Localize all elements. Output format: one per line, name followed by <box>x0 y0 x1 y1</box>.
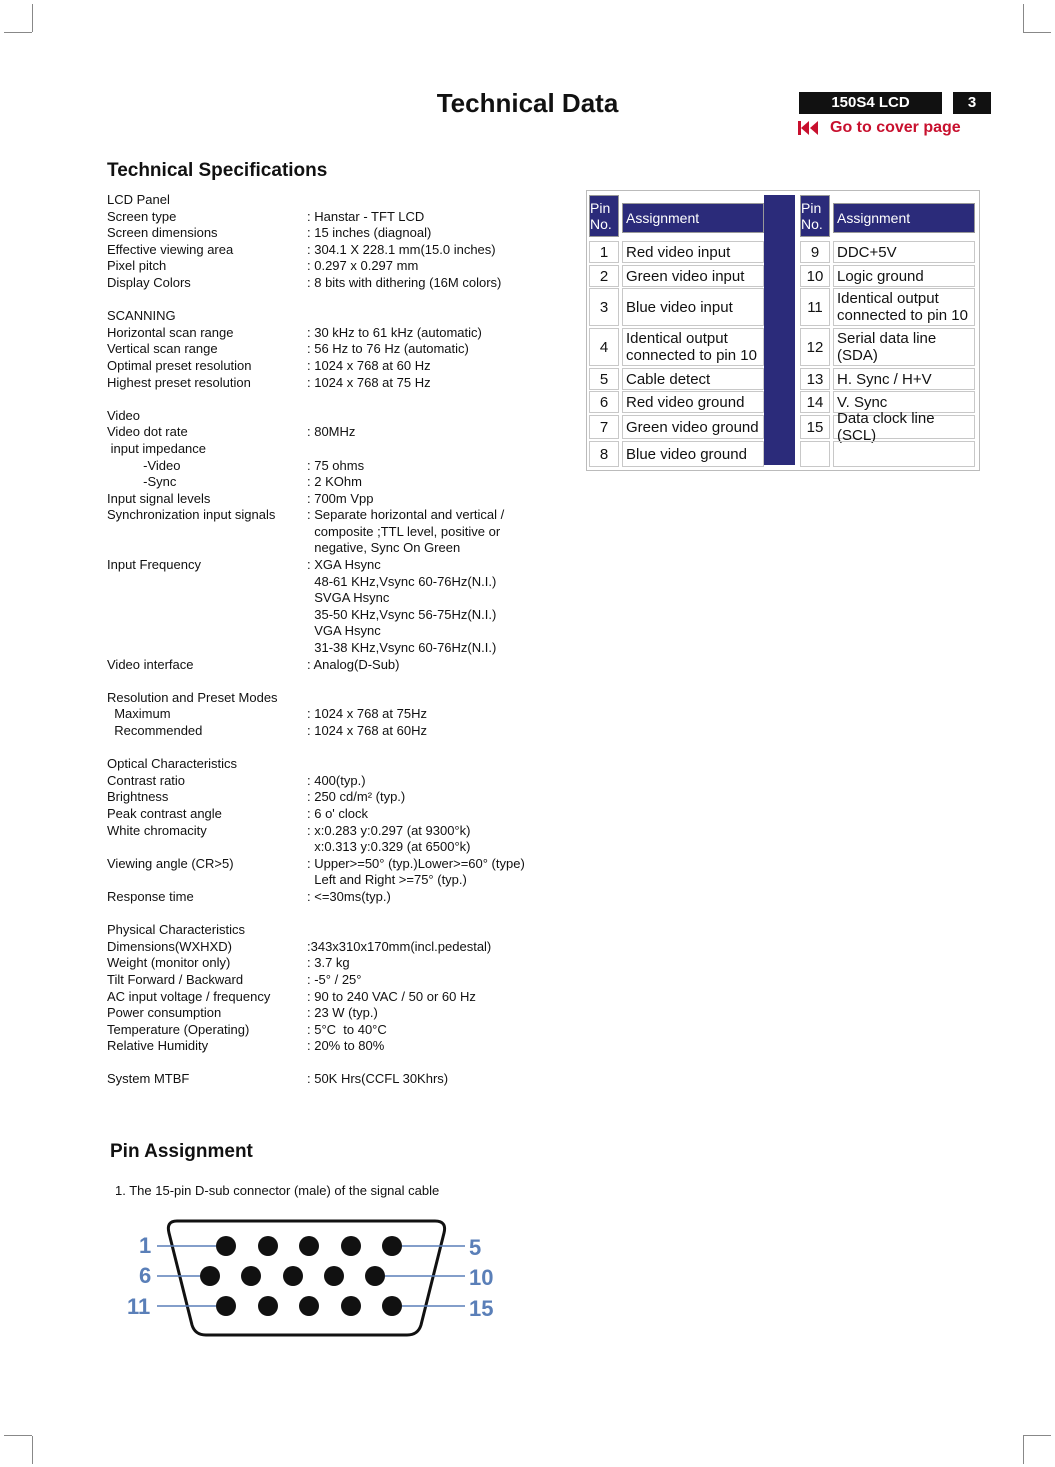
pin-number <box>589 241 619 263</box>
pin-number-text: 7 <box>599 418 609 436</box>
spec-row <box>107 806 547 823</box>
pin-assignment-text: Cable detect <box>626 370 711 388</box>
spec-label: Dimensions(WXHXD) <box>107 938 232 954</box>
spec-row <box>107 1055 547 1072</box>
spec-row <box>107 955 547 972</box>
spec-value: : 30 kHz to 61 kHz (automatic) <box>307 324 482 340</box>
spec-label: Physical Characteristics <box>107 922 245 938</box>
spec-label: Viewing angle (CR>5) <box>107 855 234 871</box>
pin-8 <box>283 1266 303 1286</box>
pin-label-5: 5 <box>469 1235 482 1260</box>
specs-list <box>107 192 547 1088</box>
pin-number <box>589 415 619 439</box>
spec-row <box>107 922 547 939</box>
pin-label-1: 1 <box>139 1233 152 1258</box>
spec-value: :343x310x170mm(incl.pedestal) <box>307 938 492 954</box>
spec-value: : 250 cd/m² (typ.) <box>307 789 406 805</box>
pin-assignment-text: Logic ground <box>837 267 924 285</box>
model-badge: 150S4 LCD <box>799 92 942 114</box>
spec-label: AC input voltage / frequency <box>107 988 271 1004</box>
pin-number-text: 11 <box>807 298 823 316</box>
spec-label: Pixel pitch <box>107 258 167 274</box>
spec-value <box>307 906 547 923</box>
spec-value: : 5°C to 40°C <box>307 1021 387 1037</box>
spec-row <box>107 789 547 806</box>
spec-value: : 20% to 80% <box>307 1038 385 1054</box>
spec-label: Input signal levels <box>107 490 211 506</box>
spec-value: : Separate horizontal and vertical / composite ;TTL level, positive or negative, Sync On Green <box>307 507 505 556</box>
pin-assignment-text: Green video input <box>626 267 745 285</box>
spec-value: : x:0.283 y:0.297 (at 9300°k) x:0.313 y:0.329 (at 6500°k) <box>307 822 471 855</box>
spec-row <box>107 408 547 425</box>
spec-value <box>307 441 547 458</box>
spec-label: Vertical scan range <box>107 341 218 357</box>
pin-assignment <box>833 441 975 467</box>
pin-assignment-text: Identical output connected to pin 10 <box>626 330 757 364</box>
pin-number-text: 13 <box>806 370 824 388</box>
spec-label: -Sync <box>107 474 177 490</box>
header-assignment-text: Assignment <box>626 209 700 226</box>
spec-label: Recommended <box>107 723 203 738</box>
spec-label: Screen type <box>107 208 177 224</box>
pin-assignment <box>833 410 975 444</box>
pin-label-11: 11 <box>127 1294 151 1319</box>
crop-mark <box>4 32 32 33</box>
pin-12 <box>258 1296 278 1316</box>
spec-value: : 1024 x 768 at 60 Hz <box>307 357 431 373</box>
pin-assignment <box>833 328 975 366</box>
cover-page-link[interactable] <box>798 119 961 137</box>
pin-15 <box>382 1296 402 1316</box>
spec-row <box>107 424 547 441</box>
pin-assignment <box>833 241 975 263</box>
pin-assignment <box>622 328 764 366</box>
spec-value: : 56 Hz to 76 Hz (automatic) <box>307 341 469 357</box>
dsub-connector-diagram <box>125 1215 525 1345</box>
spec-row <box>107 308 547 325</box>
spec-row <box>107 823 547 856</box>
connector-caption: 1. The 15-pin D-sub connector (male) of the signal cable <box>115 1183 440 1198</box>
spec-value <box>307 673 547 690</box>
spec-label: White chromacity <box>107 822 207 838</box>
crop-mark <box>1023 1435 1051 1436</box>
spec-value <box>307 308 547 325</box>
pin-number <box>800 265 830 287</box>
spec-value: : 3.7 kg <box>307 955 350 971</box>
spec-label: Weight (monitor only) <box>107 955 231 971</box>
header-pin-no <box>800 195 830 237</box>
spec-row <box>107 507 547 557</box>
pin-number <box>800 415 830 439</box>
header-assignment <box>622 203 764 233</box>
pin-assignment <box>833 288 975 326</box>
pin-number <box>589 441 619 467</box>
pin-assignment-text: Data clock line (SCL) <box>837 410 935 444</box>
spec-row <box>107 773 547 790</box>
spec-value: : <=30ms(typ.) <box>307 888 391 904</box>
spec-row <box>107 375 547 392</box>
spec-row <box>107 690 547 707</box>
header-pin-no-text: Pin No. <box>801 200 823 232</box>
spec-row <box>107 275 547 292</box>
pin-number-text: 2 <box>599 267 609 285</box>
pin-assignment <box>622 241 764 263</box>
pin-number-text: 14 <box>806 393 824 411</box>
pin-number <box>589 328 619 366</box>
pin-13 <box>299 1296 319 1316</box>
pin-assignment <box>622 265 764 287</box>
spec-value: : Analog(D-Sub) <box>307 656 400 672</box>
spec-row <box>107 341 547 358</box>
spec-row <box>107 209 547 226</box>
spec-row <box>107 723 547 740</box>
pin-7 <box>241 1266 261 1286</box>
spec-value <box>307 690 547 707</box>
spec-row <box>107 706 547 723</box>
spec-row <box>107 258 547 275</box>
spec-label: Power consumption <box>107 1005 222 1021</box>
spec-label <box>107 391 307 408</box>
pin-assignment-text: H. Sync / H+V <box>837 370 932 388</box>
spec-row <box>107 906 547 923</box>
spec-label: Highest preset resolution <box>107 374 251 390</box>
spec-value: : 80MHz <box>307 424 356 440</box>
spec-label: Effective viewing area <box>107 241 234 257</box>
spec-row <box>107 673 547 690</box>
spec-value <box>307 1055 547 1072</box>
spec-label: Temperature (Operating) <box>107 1021 250 1037</box>
pin-number-text: 3 <box>599 298 609 316</box>
pin-assignment <box>622 368 764 390</box>
spec-value: : 700m Vpp <box>307 490 374 506</box>
spec-value <box>307 391 547 408</box>
spec-row <box>107 358 547 375</box>
spec-row <box>107 192 547 209</box>
spec-label: Video <box>107 407 141 423</box>
cover-link-label: Go to cover page <box>830 119 961 136</box>
crop-mark <box>32 1436 33 1464</box>
pin-number <box>800 288 830 326</box>
pin-number-text: 4 <box>599 338 609 356</box>
crop-mark <box>4 1435 32 1436</box>
spec-row <box>107 657 547 674</box>
skip-back-icon <box>798 121 820 135</box>
spec-label: Optimal preset resolution <box>107 357 252 373</box>
spec-row <box>107 989 547 1006</box>
spec-label: input impedance <box>107 440 207 456</box>
spec-row <box>107 391 547 408</box>
page-title: Technical Data <box>436 88 619 118</box>
header-pin-no-text: Pin No. <box>590 200 612 232</box>
spec-label: Peak contrast angle <box>107 805 222 821</box>
spec-value: : 1024 x 768 at 75 Hz <box>307 374 431 390</box>
spec-row <box>107 1022 547 1039</box>
pin-4 <box>341 1236 361 1256</box>
pin-number <box>589 391 619 413</box>
pin-number <box>589 265 619 287</box>
spec-value: : -5° / 25° <box>307 971 362 987</box>
pin-number-text: 8 <box>599 445 609 463</box>
spec-label: Video interface <box>107 656 194 672</box>
spec-label: SCANNING <box>107 308 176 324</box>
page-number: 3 <box>953 92 991 114</box>
spec-row <box>107 557 547 657</box>
spec-row <box>107 1005 547 1022</box>
pin-number-text: 15 <box>806 418 824 436</box>
spec-label: Relative Humidity <box>107 1038 209 1054</box>
header-assignment-text: Assignment <box>837 209 911 226</box>
spec-label <box>107 673 307 690</box>
pin-3 <box>299 1236 319 1256</box>
pin-assignment <box>622 415 764 439</box>
spec-row <box>107 939 547 956</box>
spec-label: Horizontal scan range <box>107 324 234 340</box>
pin-number <box>800 241 830 263</box>
spec-value <box>307 922 547 939</box>
pin-10 <box>365 1266 385 1286</box>
pin-assignment-text: Serial data line (SDA) <box>837 330 937 364</box>
spec-row <box>107 225 547 242</box>
spec-value: : 15 inches (diagnoal) <box>307 225 432 241</box>
spec-value: : Hanstar - TFT LCD <box>307 208 425 224</box>
spec-row <box>107 1071 547 1088</box>
pin-number-text: 10 <box>806 267 824 285</box>
pin-1 <box>216 1236 236 1256</box>
pin-number <box>800 441 830 467</box>
spec-label: Synchronization input signals <box>107 507 276 523</box>
spec-row <box>107 325 547 342</box>
spec-row <box>107 441 547 458</box>
spec-label: Input Frequency <box>107 557 201 573</box>
crop-mark <box>1023 32 1051 33</box>
spec-value: : Upper>=50° (typ.)Lower>=60° (type) Left and Right >=75° (typ.) <box>307 855 525 888</box>
spec-value: : 2 KOhm <box>307 474 362 490</box>
spec-value <box>307 292 547 309</box>
spec-value: : 304.1 X 228.1 mm(15.0 inches) <box>307 241 496 257</box>
spec-value <box>307 192 547 209</box>
pin-number-text: 1 <box>599 243 609 261</box>
spec-value: : 23 W (typ.) <box>307 1005 378 1021</box>
spec-row <box>107 242 547 259</box>
header-pin-no <box>589 195 619 237</box>
spec-label: LCD Panel <box>107 192 170 207</box>
pin-14 <box>341 1296 361 1316</box>
pin-number <box>800 328 830 366</box>
pin-number-text: 6 <box>599 393 609 411</box>
pin-label-10: 10 <box>469 1265 494 1290</box>
pin-table <box>586 190 980 471</box>
pin-assignment-text: Identical output connected to pin 10 <box>837 290 968 324</box>
spec-row <box>107 756 547 773</box>
pin-assignment <box>622 391 764 413</box>
spec-row <box>107 889 547 906</box>
pin-assignment <box>622 288 764 326</box>
spec-label: Optical Characteristics <box>107 756 238 772</box>
spec-value: : 1024 x 768 at 60Hz <box>307 723 427 738</box>
spec-row <box>107 1038 547 1055</box>
pin-5 <box>382 1236 402 1256</box>
pin-number-text: 12 <box>806 338 824 356</box>
spec-label: Video dot rate <box>107 424 188 440</box>
pin-number <box>589 368 619 390</box>
spec-value: : 90 to 240 VAC / 50 or 60 Hz <box>307 988 476 1004</box>
pin-11 <box>216 1296 236 1316</box>
spec-row <box>107 740 547 757</box>
pin-number-text: 5 <box>599 370 609 388</box>
spec-row <box>107 474 547 491</box>
spec-label: Screen dimensions <box>107 225 218 241</box>
pin-assignment-text: V. Sync <box>837 393 888 411</box>
spec-value: : 0.297 x 0.297 mm <box>307 258 419 274</box>
spec-value <box>307 740 547 757</box>
pin-assignment <box>833 368 975 390</box>
pin-number <box>589 288 619 326</box>
crop-mark <box>1023 1436 1024 1464</box>
spec-label: System MTBF <box>107 1071 190 1087</box>
spec-label: Brightness <box>107 789 169 805</box>
pin-9 <box>324 1266 344 1286</box>
spec-label: Tilt Forward / Backward <box>107 971 244 987</box>
pin-assignment-text: Red video ground <box>626 393 745 411</box>
pin-number <box>800 368 830 390</box>
spec-row <box>107 458 547 475</box>
spec-label <box>107 1055 307 1072</box>
spec-value: : 50K Hrs(CCFL 30Khrs) <box>307 1071 449 1087</box>
spec-value: : 6 o' clock <box>307 805 369 821</box>
spec-value: : 8 bits with dithering (16M colors) <box>307 274 502 290</box>
table-separator <box>764 195 795 465</box>
spec-label <box>107 740 307 757</box>
pin-2 <box>258 1236 278 1256</box>
spec-row <box>107 856 547 889</box>
crop-mark <box>32 4 33 32</box>
pin-number-text: 9 <box>810 243 820 261</box>
spec-label <box>107 906 307 923</box>
pin-assignment-heading: Pin Assignment <box>110 1141 253 1162</box>
spec-label: Maximum <box>107 706 171 722</box>
spec-label <box>107 292 307 309</box>
pin-assignment-text: Green video ground <box>626 418 759 436</box>
pin-assignment-text: Blue video input <box>626 298 733 316</box>
pin-assignment <box>622 441 764 467</box>
header-assignment <box>833 203 975 233</box>
pin-6 <box>200 1266 220 1286</box>
pin-assignment-text: Red video input <box>626 243 731 261</box>
spec-value <box>307 408 547 425</box>
spec-label: Display Colors <box>107 274 191 290</box>
spec-value: : 400(typ.) <box>307 772 366 788</box>
spec-label: Contrast ratio <box>107 772 186 788</box>
pin-number <box>800 391 830 413</box>
spec-row <box>107 491 547 508</box>
pin-label-15: 15 <box>469 1296 494 1321</box>
pin-assignment-text: Blue video ground <box>626 445 747 463</box>
spec-value: : 1024 x 768 at 75Hz <box>307 706 427 722</box>
pin-assignment <box>833 265 975 287</box>
spec-value <box>307 756 547 773</box>
spec-label: Response time <box>107 888 194 904</box>
pin-assignment-text: DDC+5V <box>837 243 897 261</box>
spec-row <box>107 972 547 989</box>
spec-label: -Video <box>107 457 181 473</box>
crop-mark <box>1023 4 1024 32</box>
spec-label: Resolution and Preset Modes <box>107 689 278 705</box>
spec-value: : XGA Hsync 48-61 KHz,Vsync 60-76Hz(N.I.) SVGA Hsync 35-50 KHz,Vsync 56-75Hz(N.I.) VGA Hsync 31-38 KHz,Vsync 60-76Hz(N.I.) <box>307 557 497 656</box>
spec-row <box>107 292 547 309</box>
specs-heading: Technical Specifications <box>107 160 328 181</box>
pin-label-6: 6 <box>139 1263 152 1288</box>
spec-value: : 75 ohms <box>307 457 365 473</box>
